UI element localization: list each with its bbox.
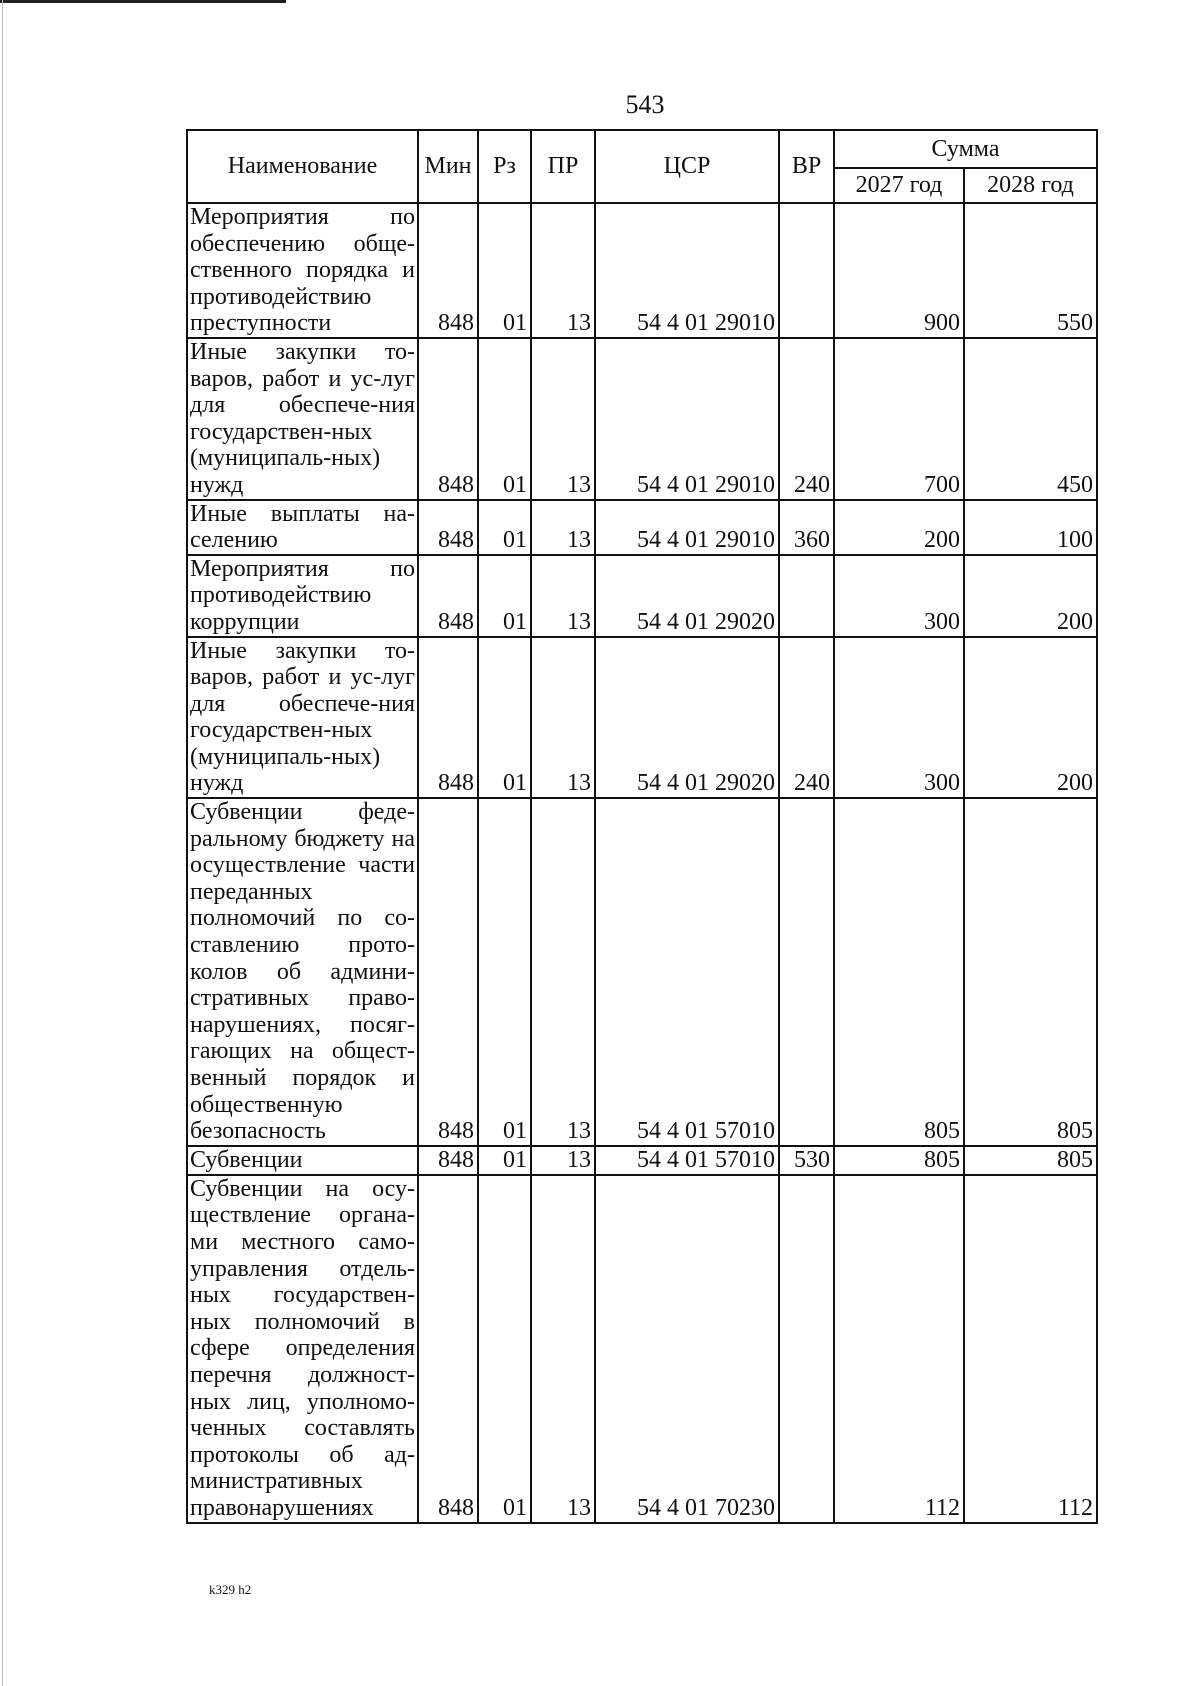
table-row (187, 637, 1097, 799)
header-year-2028: 2028 год (964, 168, 1097, 203)
table-row (187, 1146, 1097, 1175)
row-rz-cell: 01 (478, 637, 531, 799)
header-min: Мин (418, 130, 478, 203)
row-rz-cell: 01 (478, 1175, 531, 1523)
row-csr-cell: 54 4 01 29020 (595, 555, 779, 637)
row-name-cell: Иные закупки то-варов, работ и ус-луг для обеспече-ния государствен-ных (муниципаль-ных) нужд (187, 338, 418, 500)
row-sum-2028-cell: 112 (964, 1175, 1097, 1523)
row-vr-cell (779, 203, 834, 338)
row-sum-2027-cell: 112 (834, 1175, 964, 1523)
row-min-cell: 848 (418, 555, 478, 637)
table-row (187, 500, 1097, 555)
header-csr: ЦСР (595, 130, 779, 203)
row-name-cell: Субвенции феде-ральному бюджету на осуществление части переданных полномочий по со-ставлению прото-колов об админи-стративных право-нарушениях, посяг-гающих на общест-венный порядок и общественную безопасность (187, 798, 418, 1146)
row-csr-cell: 54 4 01 70230 (595, 1175, 779, 1523)
row-sum-2027-cell: 805 (834, 1146, 964, 1175)
row-vr-cell (779, 555, 834, 637)
scan-left-edge (2, 0, 3, 1686)
row-csr-cell: 54 4 01 57010 (595, 1146, 779, 1175)
header-year-2027: 2027 год (834, 168, 964, 203)
row-name-cell: Субвенции на осу-ществление органа-ми местного само-управления отдель-ных государствен-ных полномочий в сфере определения перечня должност-ных лиц, уполномо-ченных составлять протоколы об ад-министративных правонарушениях (187, 1175, 418, 1523)
row-min-cell: 848 (418, 1146, 478, 1175)
page-number: 543 (625, 90, 665, 119)
row-sum-2027-cell: 700 (834, 338, 964, 500)
row-name-cell: Субвенции (187, 1146, 418, 1175)
row-csr-cell: 54 4 01 29010 (595, 203, 779, 338)
row-csr-cell: 54 4 01 57010 (595, 798, 779, 1146)
row-name-cell: Мероприятия по противодействию коррупции (187, 555, 418, 637)
row-sum-2028-cell: 550 (964, 203, 1097, 338)
top-rule (0, 0, 286, 3)
header-rz: Рз (478, 130, 531, 203)
row-sum-2027-cell: 300 (834, 555, 964, 637)
row-rz-cell: 01 (478, 338, 531, 500)
row-vr-cell: 240 (779, 637, 834, 799)
table-header (187, 130, 1097, 203)
footer-code: k329 h2 (209, 1582, 252, 1597)
row-min-cell: 848 (418, 637, 478, 799)
row-csr-cell: 54 4 01 29010 (595, 338, 779, 500)
row-sum-2027-cell: 805 (834, 798, 964, 1146)
row-min-cell: 848 (418, 203, 478, 338)
row-sum-2027-cell: 900 (834, 203, 964, 338)
row-sum-2028-cell: 200 (964, 637, 1097, 799)
row-vr-cell (779, 1175, 834, 1523)
header-sum: Сумма (834, 130, 1097, 168)
row-pr-cell: 13 (531, 798, 595, 1146)
row-pr-cell: 13 (531, 637, 595, 799)
table-row (187, 1175, 1097, 1523)
row-vr-cell: 360 (779, 500, 834, 555)
row-name-cell: Иные выплаты на-селению (187, 500, 418, 555)
row-vr-cell: 530 (779, 1146, 834, 1175)
row-sum-2027-cell: 200 (834, 500, 964, 555)
row-vr-cell (779, 798, 834, 1146)
row-sum-2027-cell: 300 (834, 637, 964, 799)
table-row (187, 338, 1097, 500)
row-vr-cell: 240 (779, 338, 834, 500)
row-pr-cell: 13 (531, 203, 595, 338)
header-vr: ВР (779, 130, 834, 203)
row-rz-cell: 01 (478, 798, 531, 1146)
header-pr: ПР (531, 130, 595, 203)
row-name-cell: Мероприятия по обеспечению обще-ственного порядка и противодействию преступности (187, 203, 418, 338)
row-min-cell: 848 (418, 1175, 478, 1523)
header-name: Наименование (187, 130, 418, 203)
row-csr-cell: 54 4 01 29010 (595, 500, 779, 555)
row-pr-cell: 13 (531, 1146, 595, 1175)
row-pr-cell: 13 (531, 1175, 595, 1523)
table-row (187, 203, 1097, 338)
row-pr-cell: 13 (531, 500, 595, 555)
table-row (187, 555, 1097, 637)
row-sum-2028-cell: 100 (964, 500, 1097, 555)
row-sum-2028-cell: 450 (964, 338, 1097, 500)
row-min-cell: 848 (418, 500, 478, 555)
row-sum-2028-cell: 805 (964, 1146, 1097, 1175)
row-rz-cell: 01 (478, 500, 531, 555)
row-pr-cell: 13 (531, 338, 595, 500)
row-name-cell: Иные закупки то-варов, работ и ус-луг для обеспече-ния государствен-ных (муниципаль-ных) нужд (187, 637, 418, 799)
row-min-cell: 848 (418, 338, 478, 500)
table-body (187, 203, 1097, 1523)
table-row (187, 798, 1097, 1146)
row-csr-cell: 54 4 01 29020 (595, 637, 779, 799)
row-sum-2028-cell: 200 (964, 555, 1097, 637)
row-sum-2028-cell: 805 (964, 798, 1097, 1146)
budget-table (186, 129, 1098, 1524)
row-rz-cell: 01 (478, 1146, 531, 1175)
row-rz-cell: 01 (478, 555, 531, 637)
row-min-cell: 848 (418, 798, 478, 1146)
row-pr-cell: 13 (531, 555, 595, 637)
row-rz-cell: 01 (478, 203, 531, 338)
